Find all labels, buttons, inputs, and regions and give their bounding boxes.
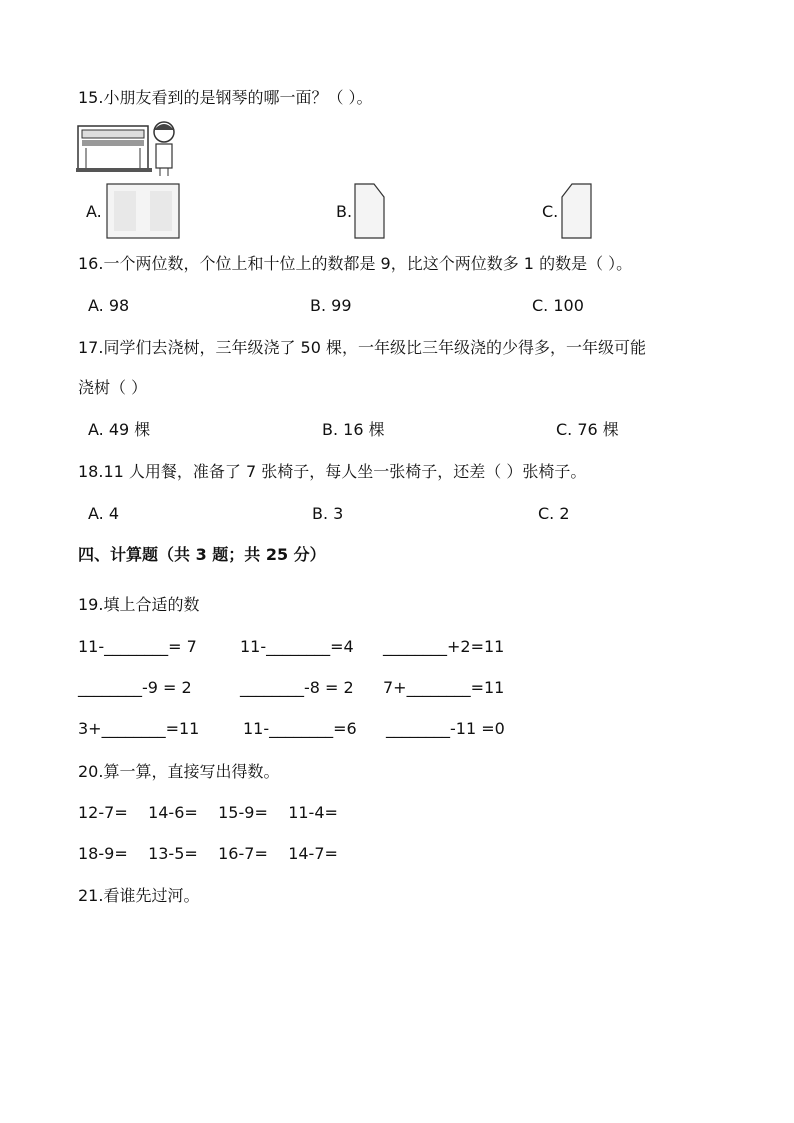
q19-blank-1-3[interactable]: ________+2=11 [383, 637, 505, 656]
q19-blank-2-3[interactable]: 7+________=11 [383, 678, 505, 697]
q15-option-b-image[interactable] [354, 183, 386, 243]
piano-icon [76, 118, 186, 178]
q18-option-c[interactable]: C. 2 [538, 504, 570, 523]
q19-blank-1-1[interactable]: 11-________= 7 [78, 637, 197, 656]
q19-blank-3-3[interactable]: ________-11 =0 [386, 719, 505, 738]
q18-stem: 18.11 人用餐，准备了 7 张椅子，每人坐一张椅子，还差（ ）张椅子。 [78, 462, 587, 481]
q17-stem-line2: 浇树（ ） [78, 378, 148, 397]
piano-front-view-icon [106, 183, 180, 239]
piano-side-view-left-icon [560, 183, 592, 239]
q21-stem: 21.看谁先过河。 [78, 886, 200, 905]
q16-stem: 16.一个两位数，个位上和十位上的数都是 9，比这个两位数多 1 的数是（ ）。 [78, 254, 633, 273]
q20-row-2[interactable]: 18-9= 13-5= 16-7= 14-7= [78, 844, 338, 863]
q15-option-c-image[interactable] [560, 183, 592, 243]
q19-blank-2-1[interactable]: ________-9 = 2 [78, 678, 192, 697]
q20-row-1[interactable]: 12-7= 14-6= 15-9= 11-4= [78, 803, 338, 822]
piano-child-illustration [76, 118, 186, 178]
section-heading: 四、计算题（共 3 题；共 25 分） [78, 545, 326, 564]
q15-stem: 15.小朋友看到的是钢琴的哪一面？（ ）。 [78, 88, 373, 107]
q15-option-a-image[interactable] [106, 183, 180, 243]
q15-option-a-label[interactable]: A. [86, 202, 102, 221]
q17-option-c[interactable]: C. 76 棵 [556, 420, 619, 439]
q16-option-a[interactable]: A. 98 [88, 296, 130, 315]
q17-option-a[interactable]: A. 49 棵 [88, 420, 151, 439]
q19-stem: 19.填上合适的数 [78, 595, 200, 614]
q18-option-b[interactable]: B. 3 [312, 504, 344, 523]
q16-option-b[interactable]: B. 99 [310, 296, 352, 315]
q18-option-a[interactable]: A. 4 [88, 504, 120, 523]
q15-option-c-label[interactable]: C. [542, 202, 559, 221]
q19-blank-3-2[interactable]: 11-________=6 [243, 719, 357, 738]
piano-side-view-right-icon [354, 183, 386, 239]
q20-stem: 20.算一算，直接写出得数。 [78, 762, 280, 781]
q19-blank-1-2[interactable]: 11-________=4 [240, 637, 354, 656]
q19-blank-2-2[interactable]: ________-8 = 2 [240, 678, 354, 697]
q16-option-c[interactable]: C. 100 [532, 296, 584, 315]
q17-stem-line1: 17.同学们去浇树，三年级浇了 50 棵，一年级比三年级浇的少得多，一年级可能 [78, 338, 646, 357]
q17-option-b[interactable]: B. 16 棵 [322, 420, 385, 439]
q15-option-b-label[interactable]: B. [336, 202, 353, 221]
q19-blank-3-1[interactable]: 3+________=11 [78, 719, 200, 738]
